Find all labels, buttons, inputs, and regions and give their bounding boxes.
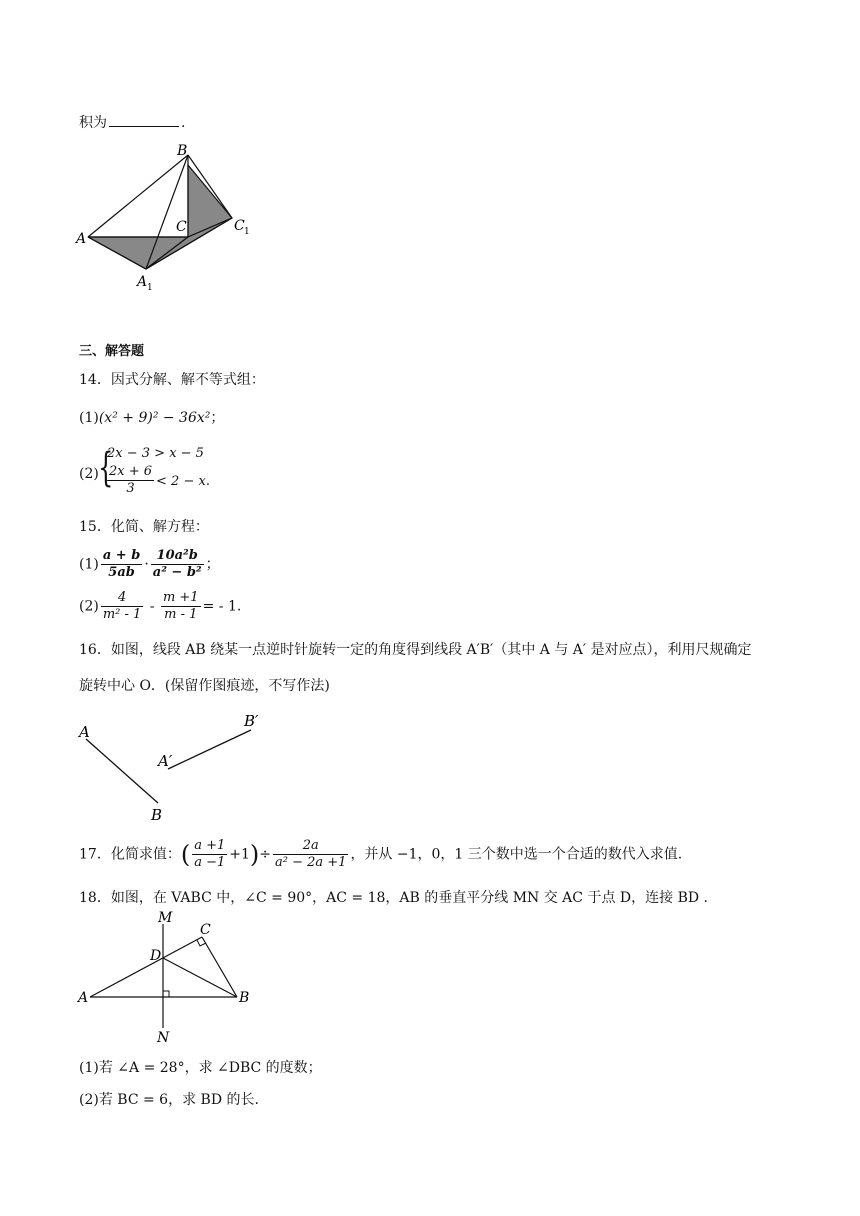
q14-p2-end: . (205, 474, 210, 489)
q18-part1: (1)若 ∠A = 28°，求 ∠DBC 的度数； (79, 1060, 322, 1076)
q13-answer-line (79, 112, 185, 133)
q17-prefix: 17．化简求值： (79, 846, 181, 863)
q16-line2: 旋转中心 O．(保留作图痕迹，不写作法) (79, 678, 330, 694)
right-paren: ) (249, 840, 260, 869)
label-b: B (151, 806, 163, 824)
q13-suffix: . (181, 115, 186, 131)
q17-num2: 2a (273, 838, 348, 855)
label-a: A (76, 231, 87, 247)
label-c1-sub: 1 (244, 227, 250, 237)
q15-p2-frac1 (101, 590, 143, 623)
label-b: B (239, 990, 250, 1006)
answer-blank[interactable] (109, 112, 179, 127)
q17-den1: a −1 (194, 855, 226, 870)
q15-p1-num2: 10a²b (151, 548, 204, 565)
q15-p1-end: ； (205, 556, 220, 573)
label-a1-sub: 1 (147, 283, 153, 293)
q15-part2 (79, 590, 241, 623)
figure-q13-triangles (70, 140, 270, 300)
left-paren: ( (180, 840, 191, 869)
segment-a2b2 (168, 730, 251, 769)
q15-p2-rhs: = - 1 (202, 598, 237, 615)
label-a: A (78, 990, 89, 1006)
q17-frac2 (273, 838, 348, 871)
q15-p2-den1: m² - 1 (102, 607, 142, 622)
right-angle-mark-ab (163, 991, 169, 997)
q14-p2-num: 2x + 6 (109, 464, 153, 479)
q15-p2-minus: - (149, 598, 155, 615)
segment-ac (90, 937, 202, 997)
q14-p1-label: (1) (79, 410, 99, 426)
label-b: B (177, 143, 188, 159)
label-b-prime: B′ (244, 712, 259, 730)
q17-line (79, 838, 682, 871)
figure-q18-triangle (70, 910, 270, 1045)
q15-p1-num1: a + b (102, 548, 141, 563)
label-d: D (150, 948, 162, 964)
q14-part2 (79, 442, 279, 508)
q17-plus1: +1 (229, 846, 250, 863)
q13-prefix: 积为 (79, 115, 107, 131)
q17-suffix: ，并从 −1，0，1 三个数中选一个合适的数代入求值. (350, 846, 683, 863)
q15-p1-den2: a² − b² (152, 565, 202, 580)
label-n: N (157, 1030, 170, 1045)
q15-p2-den2: m - 1 (164, 607, 198, 622)
q14-p1-expr: (x² + 9)² − 36x² (98, 410, 211, 426)
q15-p1-label: (1) (79, 556, 99, 573)
q14-part1 (79, 408, 224, 428)
label-m: M (158, 910, 173, 926)
q17-num1: a +1 (194, 838, 226, 853)
q14-p2-label: (2) (79, 466, 99, 482)
q14-p1-end: ； (210, 410, 225, 426)
q15-stem: 15．化简、解方程： (79, 519, 209, 535)
q15-p2-num2: m +1 (162, 590, 199, 605)
section-title: 三、解答题 (79, 344, 145, 359)
q14-stem: 14．因式分解、解不等式组： (79, 372, 265, 388)
label-c: C (176, 219, 187, 235)
q15-p2-end: . (236, 598, 242, 615)
q18-stem: 18．如图，在 VABC 中，∠C = 90°，AC = 18，AB 的垂直平分线 MN 交 AC 于点 D，连接 BD . (79, 890, 708, 906)
label-a: A (79, 723, 90, 741)
q14-p2-ineq2 (105, 464, 210, 497)
system-brace: { (98, 445, 114, 491)
q14-p2-fraction (107, 464, 154, 497)
label-a1: A (137, 274, 148, 290)
q15-part1 (79, 548, 220, 581)
q15-p1-den1: 5ab (108, 565, 135, 580)
q14-p2-den: 3 (126, 481, 135, 496)
q14-p2-ineq1: 2x − 3 > x − 5 (107, 446, 204, 461)
q15-p2-num1: 4 (101, 590, 143, 607)
q15-p2-frac2 (161, 590, 201, 623)
q17-frac1 (192, 838, 227, 871)
q16-line1: 16．如图，线段 AB 绕某一点逆时针旋转一定的角度得到线段 A′B′（其中 A 与 A′ 是对应点），利用尺规确定 (79, 642, 752, 658)
q17-den2: a² − 2a +1 (275, 855, 347, 870)
label-a-prime: A′ (158, 752, 173, 770)
q15-p2-label: (2) (79, 598, 99, 615)
shaded-triangle-b (188, 165, 232, 237)
figure-q16-segments (70, 705, 280, 830)
q15-p1-frac2 (151, 548, 204, 581)
q15-p1-dot: · (144, 556, 149, 573)
q15-p1-frac1 (101, 548, 142, 581)
q17-div: ÷ (259, 846, 271, 863)
q18-part2: (2)若 BC = 6，求 BD 的长. (79, 1092, 259, 1108)
label-c: C (200, 922, 211, 938)
label-c1: C (234, 218, 245, 234)
q14-p2-rhs: < 2 − x (156, 474, 206, 489)
segment-ab (86, 739, 158, 803)
